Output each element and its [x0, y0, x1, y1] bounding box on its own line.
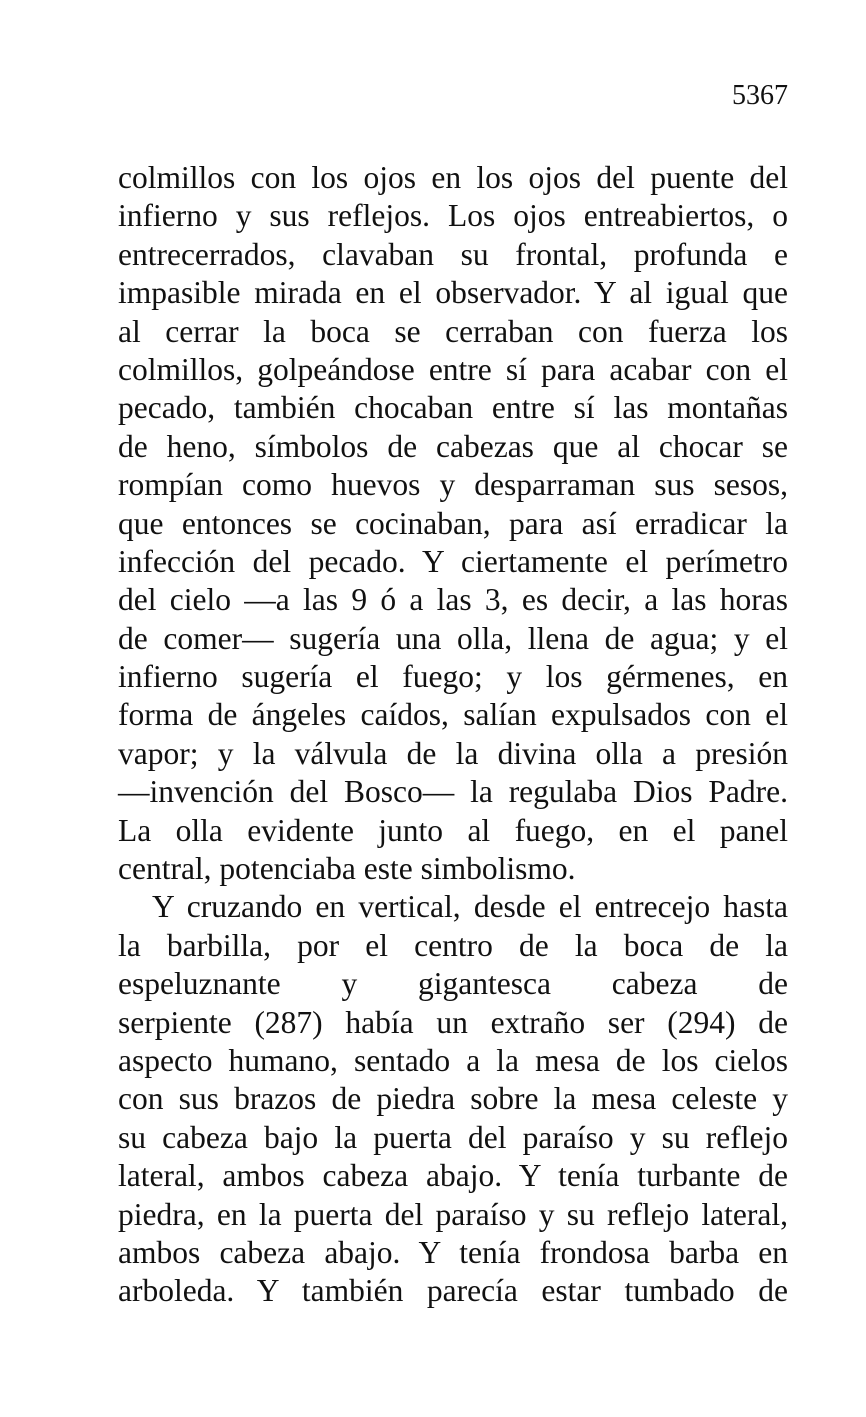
text-line: piedra, en la puerta del paraíso y su reflejo lateral,: [118, 1196, 788, 1232]
text-line: espeluznante y gigantesca cabeza de: [118, 966, 788, 1002]
text-line: serpiente (287) había un extraño ser (294) de: [118, 1004, 788, 1040]
text-line: impasible mirada en el observador. Y al igual que: [118, 275, 788, 311]
text-line: forma de ángeles caídos, salían expulsados con el: [118, 697, 788, 733]
text-line: de comer— sugería una olla, llena de agua; y el: [118, 620, 788, 656]
text-line: entrecerrados, clavaban su frontal, profunda e: [118, 236, 788, 272]
text-line: la barbilla, por el centro de la boca de la: [118, 927, 788, 963]
text-line: de heno, símbolos de cabezas que al chocar se: [118, 428, 788, 464]
text-line: colmillos con los ojos en los ojos del puente del: [118, 160, 788, 195]
body-text: [118, 159, 788, 1311]
text-line: rompían como huevos y desparraman sus sesos,: [118, 467, 788, 503]
text-line: vapor; y la válvula de la divina olla a presión: [118, 735, 788, 771]
paragraph: [118, 159, 788, 888]
text-line: —invención del Bosco— la regulaba Dios Padre.: [118, 774, 788, 810]
text-line: con sus brazos de piedra sobre la mesa celeste y: [118, 1081, 788, 1117]
text-line: su cabeza bajo la puerta del paraíso y su reflejo: [118, 1119, 788, 1155]
text-line: Y cruzando en vertical, desde el entrecejo hasta: [152, 889, 788, 925]
text-line: al cerrar la boca se cerraban con fuerza los: [118, 313, 788, 349]
text-line: que entonces se cocinaban, para así erradicar la: [118, 505, 788, 541]
paragraph: [118, 888, 788, 1310]
text-line: infierno y sus reflejos. Los ojos entreabiertos, o: [118, 198, 788, 234]
text-line: del cielo —a las 9 ó a las 3, es decir, a las horas: [118, 582, 788, 618]
text-line: arboleda. Y también parecía estar tumbado de: [118, 1273, 788, 1309]
text-line: La olla evidente junto al fuego, en el panel: [118, 812, 788, 848]
text-line: aspecto humano, sentado a la mesa de los cielos: [118, 1042, 788, 1078]
text-line: central, potenciaba este simbolismo.: [118, 851, 576, 887]
text-line: infierno sugería el fuego; y los gérmenes, en: [118, 659, 788, 695]
text-line: infección del pecado. Y ciertamente el perímetro: [118, 543, 788, 579]
text-line: colmillos, golpeándose entre sí para acabar con el: [118, 351, 788, 387]
page-number: 5367: [732, 80, 788, 111]
text-line: ambos cabeza abajo. Y tenía frondosa barba en: [118, 1234, 788, 1270]
text-line: pecado, también chocaban entre sí las montañas: [118, 390, 788, 426]
text-line: lateral, ambos cabeza abajo. Y tenía turbante de: [118, 1158, 788, 1194]
